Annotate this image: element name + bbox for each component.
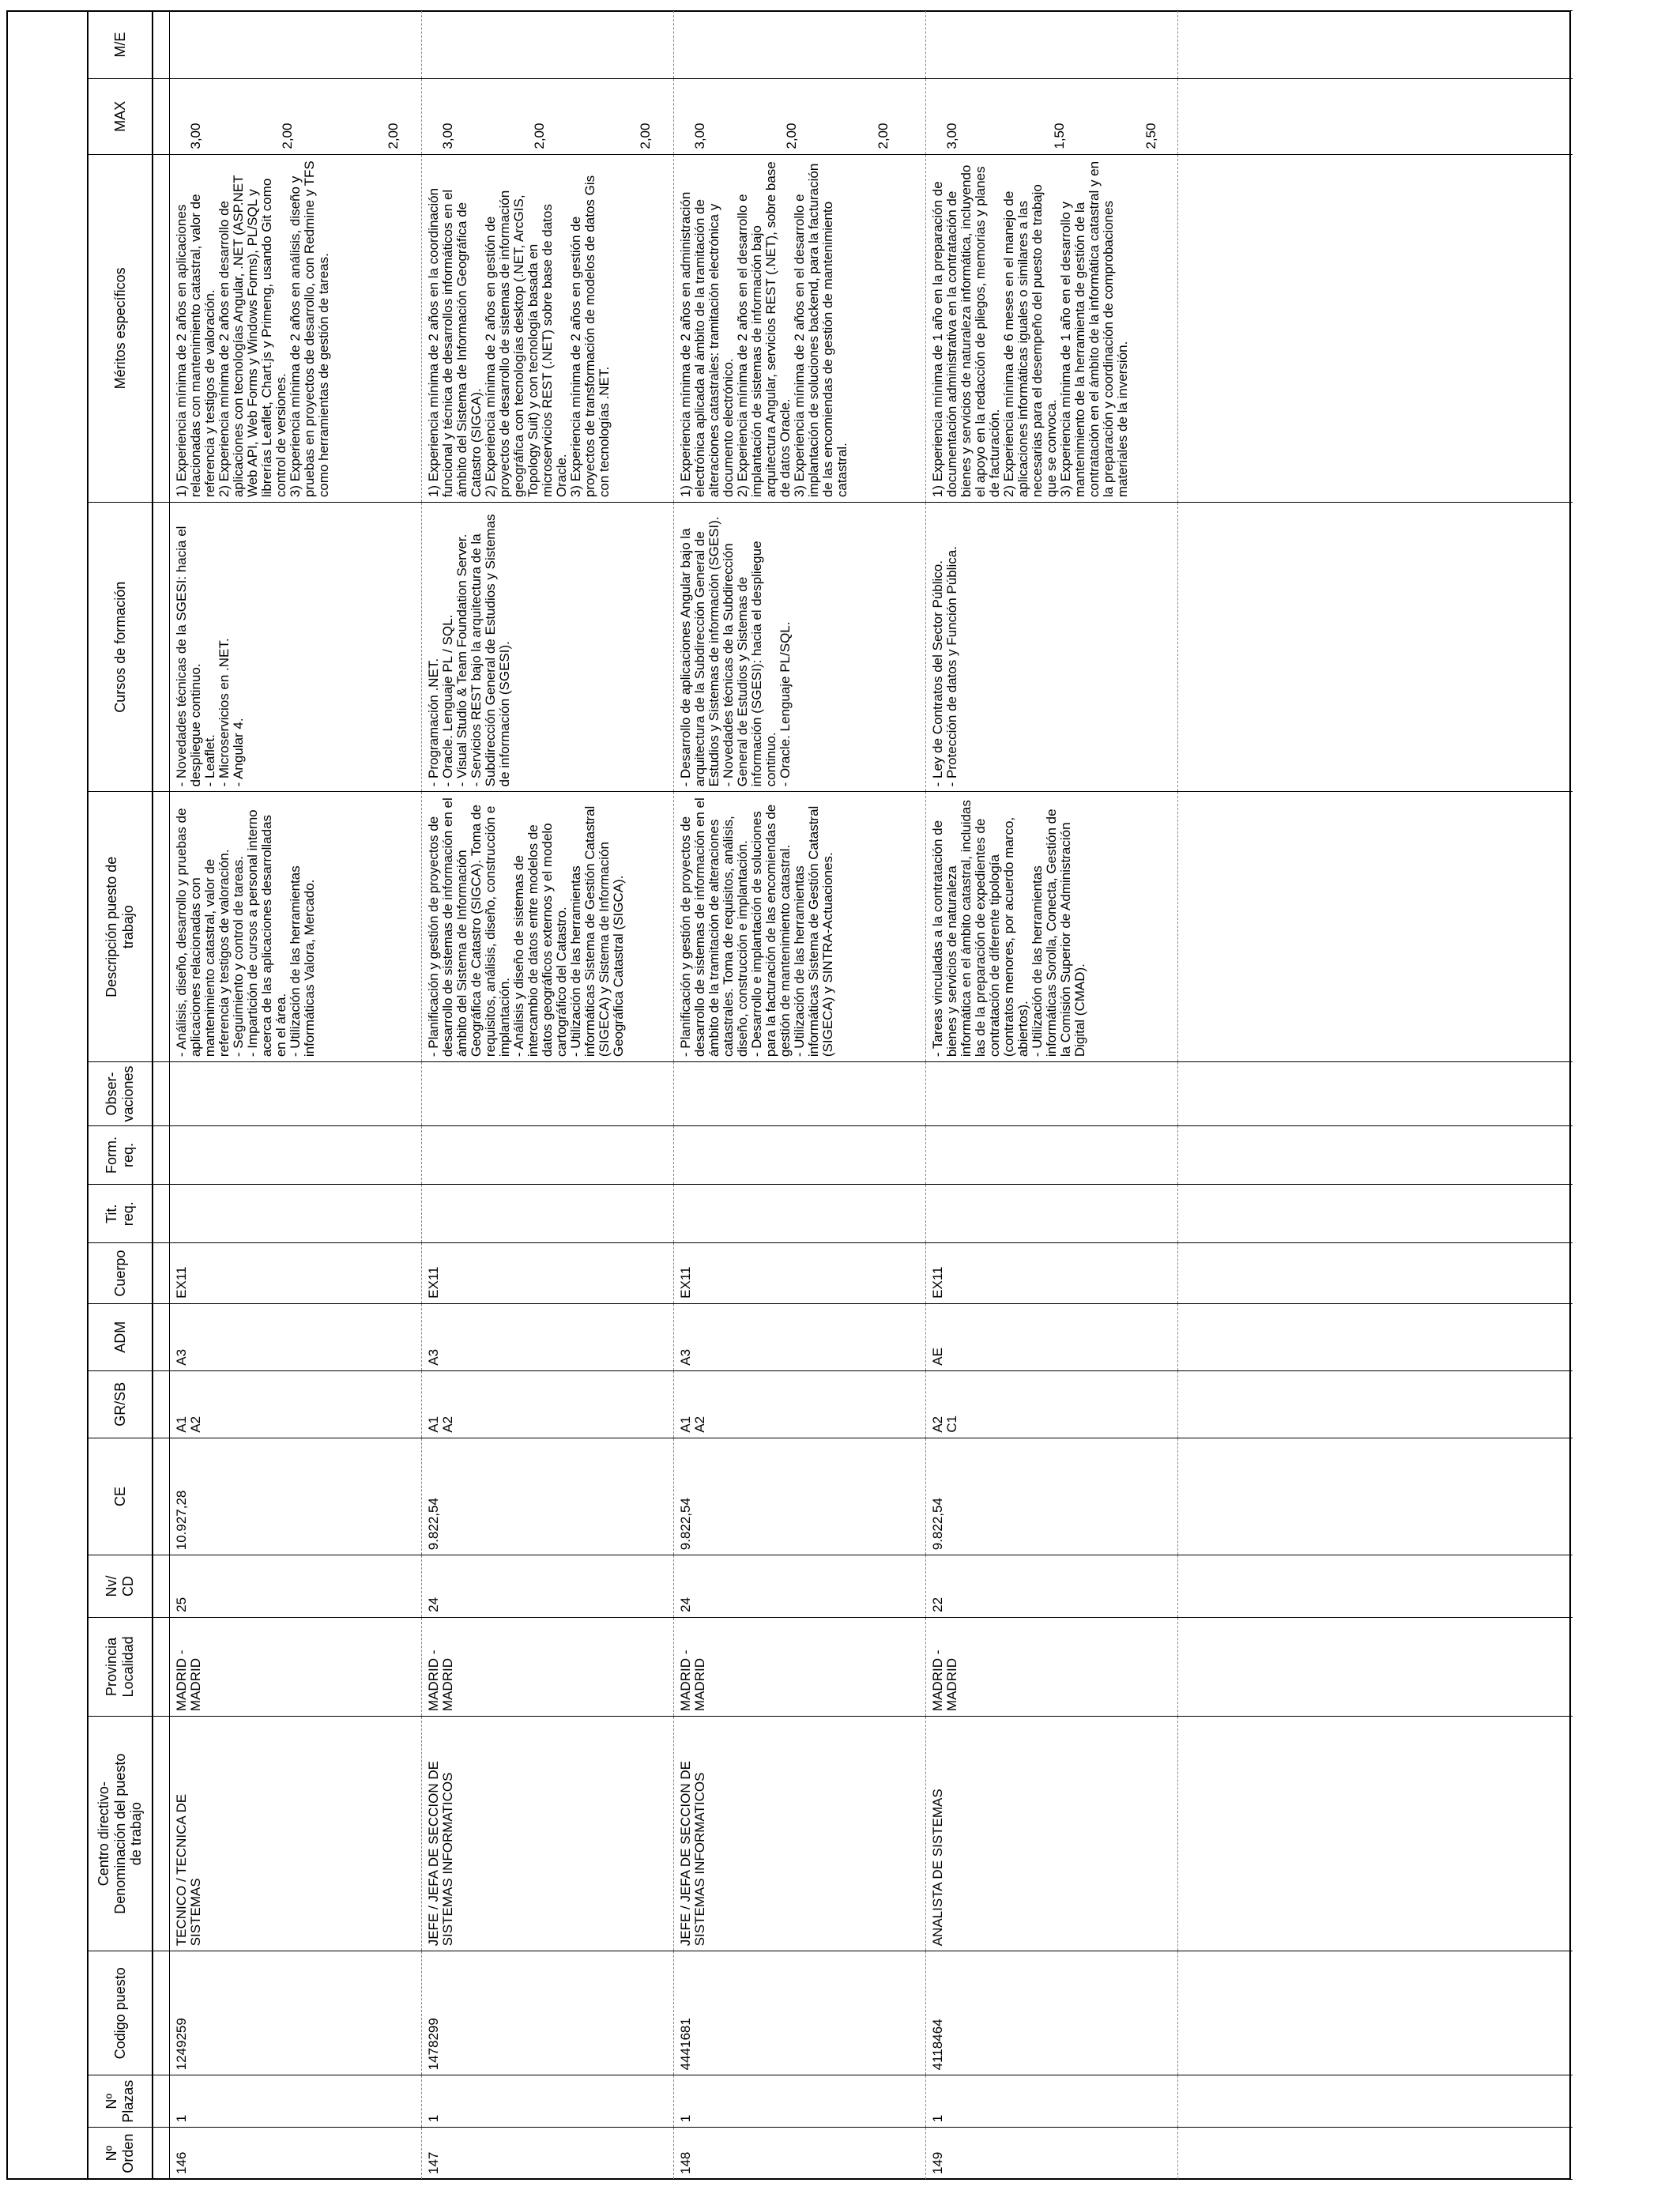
cell-observ bbox=[926, 1062, 1178, 1126]
header-me: M/E bbox=[88, 11, 153, 79]
max-value-1: 3,00 bbox=[944, 123, 960, 149]
cell-descripcion: - Planificación y gestión de proyectos de desarrollo de sistemas de información en el ámbito de la tramitación de alteraciones catastrales. Toma de requisitos, análisis, diseño, construcción e implantación. - Desarrollo e implantación de soluciones para la facturación de las encomiendas de gestión de mantenimiento catastral. - Utilización de las herramientas informáticas Sistema de Gestión Catastral (SIGECA) y SINTRA-Actuaciones. bbox=[674, 792, 926, 1062]
cell-orden: 146 bbox=[170, 2128, 422, 2180]
cell-me bbox=[926, 11, 1178, 79]
header-centro: Centro directivo- Denominación del puesto de trabajo bbox=[88, 1717, 153, 1951]
header-max: MAX bbox=[88, 79, 153, 155]
max-value-3: 2,00 bbox=[386, 123, 401, 149]
cell-nivel: 22 bbox=[926, 1555, 1178, 1618]
cell-provincia: MADRID - MADRID bbox=[926, 1617, 1178, 1716]
cell-titreq bbox=[422, 1185, 674, 1243]
table-row bbox=[422, 11, 674, 2180]
cell-max bbox=[422, 79, 674, 155]
cell-titreq bbox=[926, 1185, 1178, 1243]
cell-codigo: 4118464 bbox=[926, 1951, 1178, 2075]
max-value-2: 2,00 bbox=[532, 123, 548, 149]
cell-descripcion: - Análisis, diseño, desarrollo y pruebas de aplicaciones relacionadas con mantenimiento catastral, valor de referencia y testigos de valoración. - Seguimiento y control de tareas. - Impartición de cursos a personal interno acerca de las aplicaciones desarrolladas en el área. - Utilización de las herramientas informáticas Valora, Mercado. bbox=[170, 792, 422, 1062]
header-row bbox=[88, 11, 153, 2180]
cell-max bbox=[674, 79, 926, 155]
cell-titreq bbox=[674, 1185, 926, 1243]
cell-centro: JEFE / JEFA DE SECCION DE SISTEMAS INFORMATICOS bbox=[422, 1717, 674, 1951]
cell-observ bbox=[674, 1062, 926, 1126]
header-grsb: GR/SB bbox=[88, 1370, 153, 1438]
cell-adm: AE bbox=[926, 1303, 1178, 1370]
header-adm: ADM bbox=[88, 1303, 153, 1370]
header-titreq: Tit. req. bbox=[88, 1185, 153, 1243]
cell-plazas: 1 bbox=[926, 2075, 1178, 2128]
cell-formreq bbox=[674, 1125, 926, 1184]
cell-nivel: 24 bbox=[674, 1555, 926, 1618]
cell-me bbox=[422, 11, 674, 79]
cell-plazas: 1 bbox=[422, 2075, 674, 2128]
table-row bbox=[674, 11, 926, 2180]
cell-ce: 10.927,28 bbox=[170, 1438, 422, 1555]
cell-meritos: 1) Experiencia mínima de 1 año en la preparación de documentación administrativa en la contratación de bienes y servicios de naturaleza informática, incluyendo el apoyo en la redacción de pliegos, memorias y planes de facturación. 2) Experiencia mínima de 6 meses en el manejo de aplicaciones informáticas iguales o similares a las necesarias para el desempeño del puesto de trabajo que se convoca. 3) Experiencia mínima de 1 año en el desarrollo y mantenimiento de la herramienta de gestión de la contratación en el ámbito de la informática catastral y en la preparación y coordinación de comprobaciones materiales de la inversión. bbox=[926, 154, 1178, 503]
table-row bbox=[170, 11, 422, 2180]
cell-formreq bbox=[170, 1125, 422, 1184]
cell-centro: JEFE / JEFA DE SECCION DE SISTEMAS INFORMATICOS bbox=[674, 1717, 926, 1951]
header-orden: Nº Orden bbox=[88, 2128, 153, 2180]
max-value-1: 3,00 bbox=[692, 123, 708, 149]
header-cuerpo: Cuerpo bbox=[88, 1243, 153, 1303]
max-value-3: 2,00 bbox=[638, 123, 654, 149]
cell-cursos: - Ley de Contratos del Sector Público. - Protección de datos y Función Pública. bbox=[926, 503, 1178, 792]
cell-titreq bbox=[170, 1185, 422, 1243]
header-plazas: Nº Plazas bbox=[88, 2075, 153, 2128]
spacer-row bbox=[153, 11, 170, 2180]
header-cursos: Cursos de formación bbox=[88, 503, 153, 792]
max-value-2: 1,50 bbox=[1052, 123, 1068, 149]
cell-grsb: A2 C1 bbox=[926, 1370, 1178, 1438]
table-row bbox=[926, 11, 1178, 2180]
cell-centro: TECNICO / TECNICA DE SISTEMAS bbox=[170, 1717, 422, 1951]
cell-me bbox=[170, 11, 422, 79]
cell-codigo: 1478299 bbox=[422, 1951, 674, 2075]
header-observ: Obser- vaciones bbox=[88, 1062, 153, 1126]
cell-meritos: 1) Experiencia mínima de 2 años en administración electrónica aplicada al ámbito de la tramitación de alteraciones catastrales: tramitación electrónica y documento electrónico. 2) Experiencia mínima de 2 años en el desarrollo e implantación de sistemas de información bajo arquitectura Angular, servicios REST (.NET), sobre base de datos Oracle. 3) Experiencia mínima de 2 años en el desarrollo e implantación de soluciones backend, para la facturación de las encomiendas de gestión de mantenimiento catastral. bbox=[674, 154, 926, 503]
cell-meritos: 1) Experiencia mínima de 2 años en aplicaciones relacionadas con mantenimiento catastral, valor de referencia y testigos de valoración. 2) Experiencia mínima de 2 años en desarrollo de aplicaciones con tecnologías Angular, .NET (ASP.NET Web API, Web Forms y Windows Forms), PL/SQL y librerías Leaflet, Chart.js y Primeng, usando Git como control de versiones. 3) Experiencia mínima de 2 años en análisis, diseño y pruebas en proyectos de desarrollo, con Redmine y TFS como herramientas de gestión de tareas. bbox=[170, 154, 422, 503]
cell-plazas: 1 bbox=[674, 2075, 926, 2128]
cell-cursos: - Programación .NET. - Oracle. Lenguaje PL / SQL. - Visual Studio & Team Foundation Server. - Servicios REST bajo la arquitectura de la Subdirección General de Estudios y Sistemas de información (SGESI). bbox=[422, 503, 674, 792]
header-descripcion: Descripción puesto de trabajo bbox=[88, 792, 153, 1062]
header-meritos: Méritos específicos bbox=[88, 154, 153, 503]
cell-orden: 148 bbox=[674, 2128, 926, 2180]
cell-max bbox=[170, 79, 422, 155]
cell-grsb: A1 A2 bbox=[422, 1370, 674, 1438]
cell-provincia: MADRID - MADRID bbox=[674, 1617, 926, 1716]
cell-descripcion: - Planificación y gestión de proyectos de desarrollo de sistemas de información en el ámbito del Sistema de Información Geográfica de Catastro (SIGCA). Toma de requisitos, análisis, diseño, construcción e implantación. - Análisis y diseño de sistemas de intercambio de datos entre modelos de datos geográficos externos y el modelo cartográfico del Catastro. - Utilización de las herramientas informáticas Sistema de Gestión Catastral (SIGECA) y Sistema de Información Geográfica Catastral (SIGCA). bbox=[422, 792, 674, 1062]
cell-me bbox=[674, 11, 926, 79]
cell-formreq bbox=[422, 1125, 674, 1184]
job-positions-table bbox=[87, 10, 1573, 2180]
cell-provincia: MADRID - MADRID bbox=[170, 1617, 422, 1716]
cell-grsb: A1 A2 bbox=[170, 1370, 422, 1438]
cell-adm: A3 bbox=[170, 1303, 422, 1370]
cell-plazas: 1 bbox=[170, 2075, 422, 2128]
cell-cuerpo: EX11 bbox=[422, 1243, 674, 1303]
cell-observ bbox=[170, 1062, 422, 1126]
max-value-3: 2,50 bbox=[1143, 123, 1159, 149]
header-provincia: Provincia Localidad bbox=[88, 1617, 153, 1716]
header-nivel: Nv/ CD bbox=[88, 1555, 153, 1618]
cell-cursos: - Novedades técnicas de la SGESI: hacia el despliegue continuo. - Leaflet. - Microservicios en .NET. - Angular 4. bbox=[170, 503, 422, 792]
cell-orden: 149 bbox=[926, 2128, 1178, 2180]
cell-adm: A3 bbox=[674, 1303, 926, 1370]
cell-nivel: 24 bbox=[422, 1555, 674, 1618]
cell-orden: 147 bbox=[422, 2128, 674, 2180]
cell-centro: ANALISTA DE SISTEMAS bbox=[926, 1717, 1178, 1951]
cell-descripcion: - Tareas vinculadas a la contratación de bienes y servicios de naturaleza informática en el ámbito catastral, incluidas las de la preparación de expedientes de contratación de diferente tipología (contratos menores, por acuerdo marco, abiertos). - Utilización de las herramientas informáticas Sorolla, Conecta, Gestión de la Comisión Superior de Administración Digital (CMAD). bbox=[926, 792, 1178, 1062]
cell-nivel: 25 bbox=[170, 1555, 422, 1618]
max-value-1: 3,00 bbox=[440, 123, 456, 149]
cell-cuerpo: EX11 bbox=[926, 1243, 1178, 1303]
cell-cursos: - Desarrollo de aplicaciones Angular bajo la arquitectura de la Subdirección General de Estudios y Sistemas de información (SGESI). - Novedades técnicas de la Subdirección General de Estudios y Sistemas de información (SGESI): hacia el despliegue continuo. - Oracle. Lenguaje PL/SQL. bbox=[674, 503, 926, 792]
cell-codigo: 1249259 bbox=[170, 1951, 422, 2075]
max-value-2: 2,00 bbox=[280, 123, 296, 149]
cell-ce: 9.822,54 bbox=[674, 1438, 926, 1555]
cell-max bbox=[926, 79, 1178, 155]
cell-cuerpo: EX11 bbox=[170, 1243, 422, 1303]
cell-ce: 9.822,54 bbox=[926, 1438, 1178, 1555]
cell-ce: 9.822,54 bbox=[422, 1438, 674, 1555]
cell-meritos: 1) Experiencia mínima de 2 años en la coordinación funcional y técnica de desarrollos informáticos en el ámbito del Sistema de Información Geográfica de Catastro (SIGCA). 2) Experiencia mínima de 2 años en gestión de proyectos de desarrollo de sistemas de información geográfica con tecnologías desktop (.NET, ArcGIS, Topology Suit) y con tecnología basada en microservicios REST (.NET) sobre base de datos Oracle. 3) Experiencia mínima de 2 años en gestión de proyectos de transformación de modelos de datos Gis con tecnologías .NET. bbox=[422, 154, 674, 503]
header-formreq: Form. req. bbox=[88, 1125, 153, 1184]
empty-tail-row bbox=[1178, 11, 1573, 2180]
cell-observ bbox=[422, 1062, 674, 1126]
max-value-3: 2,00 bbox=[876, 123, 891, 149]
cell-grsb: A1 A2 bbox=[674, 1370, 926, 1438]
cell-codigo: 4441681 bbox=[674, 1951, 926, 2075]
cell-formreq bbox=[926, 1125, 1178, 1184]
max-value-1: 3,00 bbox=[188, 123, 204, 149]
header-codigo: Codigo puesto bbox=[88, 1951, 153, 2075]
cell-adm: A3 bbox=[422, 1303, 674, 1370]
cell-provincia: MADRID - MADRID bbox=[422, 1617, 674, 1716]
header-ce: CE bbox=[88, 1438, 153, 1555]
cell-cuerpo: EX11 bbox=[674, 1243, 926, 1303]
max-value-2: 2,00 bbox=[784, 123, 800, 149]
